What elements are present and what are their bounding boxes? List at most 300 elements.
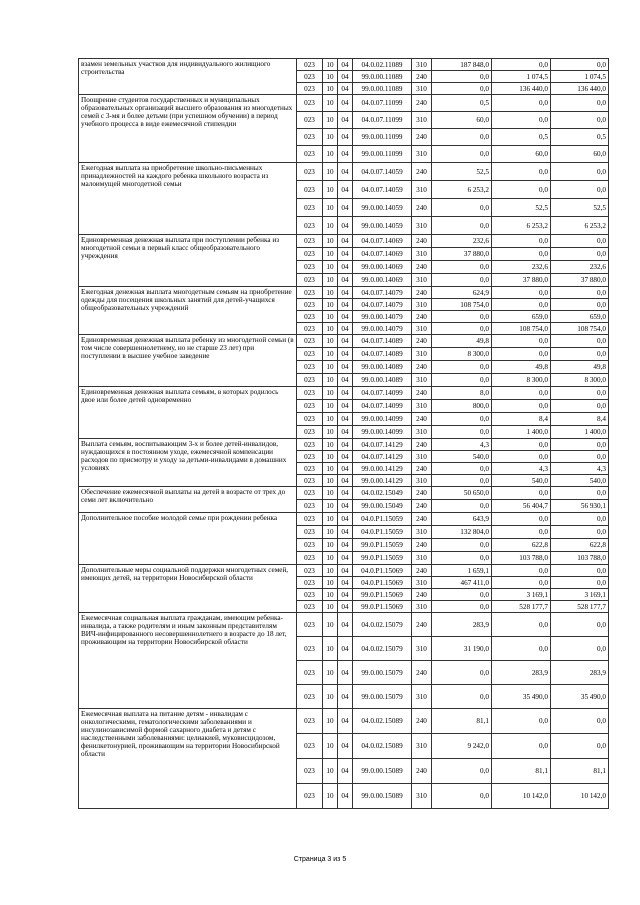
expense-type-cell: 240 xyxy=(412,500,432,513)
subsection-cell: 04 xyxy=(338,539,353,552)
amount-year2-cell: 0,0 xyxy=(492,248,551,261)
expense-type-cell: 240 xyxy=(412,539,432,552)
subsection-cell: 04 xyxy=(338,426,353,439)
target-article-cell: 99.0.00.14129 xyxy=(353,463,412,475)
admin-code-cell: 023 xyxy=(297,199,323,217)
section-cell: 10 xyxy=(323,613,338,637)
amount-year3-cell: 0,0 xyxy=(551,59,609,71)
amount-year3-cell: 0,0 xyxy=(551,734,609,759)
amount-year2-cell: 1 400,0 xyxy=(492,426,551,439)
subsection-cell: 04 xyxy=(338,759,353,784)
amount-year3-cell: 622,8 xyxy=(551,539,609,552)
admin-code-cell: 023 xyxy=(297,539,323,552)
section-cell: 10 xyxy=(323,146,338,163)
expense-description-cell: Ежемесячная социальная выплата гражданам, имеющим ребенка-инвалида, а также родителям и иным законным представителям ВИЧ-инфицированного несовершеннолетнего в возрасте до 18 лет, проживающим на территории Новосибирской области xyxy=(79,613,297,709)
amount-year3-cell: 0,0 xyxy=(551,287,609,299)
expense-type-cell: 240 xyxy=(412,565,432,577)
admin-code-cell: 023 xyxy=(297,589,323,601)
amount-year2-cell: 0,0 xyxy=(492,112,551,129)
table-row xyxy=(79,287,609,299)
section-cell: 10 xyxy=(323,539,338,552)
amount-year1-cell: 8,0 xyxy=(432,387,492,400)
amount-year2-cell: 4,3 xyxy=(492,463,551,475)
admin-code-cell: 023 xyxy=(297,577,323,589)
expense-description-cell: Ежегодная выплата на приобретение школьно-письменных принадлежностей на каждого ребенка школьного возраста из малоимущей многодетной семьи xyxy=(79,163,297,235)
amount-year1-cell: 0,0 xyxy=(432,71,492,83)
amount-year1-cell: 0,0 xyxy=(432,463,492,475)
amount-year1-cell: 0,0 xyxy=(432,83,492,95)
target-article-cell: 04.0.02.11089 xyxy=(353,59,412,71)
amount-year3-cell: 108 754,0 xyxy=(551,323,609,335)
expense-type-cell: 240 xyxy=(412,387,432,400)
subsection-cell: 04 xyxy=(338,413,353,426)
amount-year2-cell: 0,0 xyxy=(492,613,551,637)
amount-year3-cell: 0,5 xyxy=(551,129,609,146)
target-article-cell: 99.0.P1.15059 xyxy=(353,539,412,552)
section-cell: 10 xyxy=(323,129,338,146)
admin-code-cell: 023 xyxy=(297,426,323,439)
target-article-cell: 04.0.07.14059 xyxy=(353,181,412,199)
section-cell: 10 xyxy=(323,311,338,323)
expense-type-cell: 310 xyxy=(412,299,432,311)
target-article-cell: 99.0.00.11089 xyxy=(353,71,412,83)
subsection-cell: 04 xyxy=(338,637,353,661)
section-cell: 10 xyxy=(323,784,338,809)
admin-code-cell: 023 xyxy=(297,261,323,274)
subsection-cell: 04 xyxy=(338,59,353,71)
subsection-cell: 04 xyxy=(338,475,353,487)
amount-year1-cell: 0,0 xyxy=(432,500,492,513)
amount-year2-cell: 0,0 xyxy=(492,181,551,199)
admin-code-cell: 023 xyxy=(297,637,323,661)
expense-type-cell: 310 xyxy=(412,637,432,661)
amount-year1-cell: 1 659,1 xyxy=(432,565,492,577)
expense-type-cell: 240 xyxy=(412,199,432,217)
budget-table-body xyxy=(79,59,609,809)
subsection-cell: 04 xyxy=(338,451,353,463)
target-article-cell: 99.0.00.14069 xyxy=(353,261,412,274)
amount-year2-cell: 540,0 xyxy=(492,475,551,487)
amount-year1-cell: 52,5 xyxy=(432,163,492,181)
section-cell: 10 xyxy=(323,426,338,439)
target-article-cell: 04.0.02.15079 xyxy=(353,613,412,637)
section-cell: 10 xyxy=(323,374,338,387)
amount-year1-cell: 0,0 xyxy=(432,759,492,784)
expense-description-cell: Дополнительные меры социальной поддержки многодетных семей, имеющих детей, на территории Новосибирской области xyxy=(79,565,297,613)
amount-year2-cell: 0,0 xyxy=(492,348,551,361)
admin-code-cell: 023 xyxy=(297,235,323,248)
amount-year1-cell: 467 411,0 xyxy=(432,577,492,589)
amount-year2-cell: 0,0 xyxy=(492,439,551,451)
section-cell: 10 xyxy=(323,299,338,311)
admin-code-cell: 023 xyxy=(297,552,323,565)
target-article-cell: 04.0.07.11099 xyxy=(353,112,412,129)
amount-year2-cell: 0,0 xyxy=(492,709,551,734)
amount-year3-cell: 0,0 xyxy=(551,248,609,261)
target-article-cell: 04.0.07.11099 xyxy=(353,95,412,112)
admin-code-cell: 023 xyxy=(297,71,323,83)
amount-year3-cell: 6 253,2 xyxy=(551,217,609,235)
subsection-cell: 04 xyxy=(338,348,353,361)
amount-year2-cell: 10 142,0 xyxy=(492,784,551,809)
section-cell: 10 xyxy=(323,577,338,589)
expense-type-cell: 240 xyxy=(412,287,432,299)
table-row xyxy=(79,335,609,348)
amount-year3-cell: 136 440,0 xyxy=(551,83,609,95)
target-article-cell: 99.0.00.14059 xyxy=(353,199,412,217)
target-article-cell: 04.0.P1.15059 xyxy=(353,513,412,526)
target-article-cell: 99.0.00.15049 xyxy=(353,500,412,513)
subsection-cell: 04 xyxy=(338,734,353,759)
subsection-cell: 04 xyxy=(338,323,353,335)
table-row xyxy=(79,613,609,637)
amount-year3-cell: 8,4 xyxy=(551,413,609,426)
table-row xyxy=(79,565,609,577)
expense-type-cell: 310 xyxy=(412,784,432,809)
admin-code-cell: 023 xyxy=(297,299,323,311)
amount-year2-cell: 136 440,0 xyxy=(492,83,551,95)
expense-description-cell: Единовременная денежная выплата при поступлении ребенка из многодетной семьи в первый класс общеобразовательного учреждения xyxy=(79,235,297,287)
admin-code-cell: 023 xyxy=(297,513,323,526)
amount-year1-cell: 50 650,0 xyxy=(432,487,492,500)
subsection-cell: 04 xyxy=(338,374,353,387)
amount-year1-cell: 0,5 xyxy=(432,95,492,112)
amount-year3-cell: 0,0 xyxy=(551,637,609,661)
amount-year3-cell: 0,0 xyxy=(551,565,609,577)
table-row xyxy=(79,487,609,500)
target-article-cell: 99.0.00.15089 xyxy=(353,784,412,809)
section-cell: 10 xyxy=(323,500,338,513)
expense-type-cell: 310 xyxy=(412,475,432,487)
target-article-cell: 04.0.02.15079 xyxy=(353,637,412,661)
subsection-cell: 04 xyxy=(338,95,353,112)
admin-code-cell: 023 xyxy=(297,685,323,709)
amount-year3-cell: 0,0 xyxy=(551,299,609,311)
subsection-cell: 04 xyxy=(338,565,353,577)
amount-year1-cell: 0,0 xyxy=(432,589,492,601)
expense-type-cell: 240 xyxy=(412,759,432,784)
expense-type-cell: 310 xyxy=(412,601,432,613)
section-cell: 10 xyxy=(323,637,338,661)
target-article-cell: 99.0.00.14079 xyxy=(353,311,412,323)
expense-type-cell: 310 xyxy=(412,400,432,413)
expense-type-cell: 240 xyxy=(412,71,432,83)
admin-code-cell: 023 xyxy=(297,784,323,809)
amount-year3-cell: 81,1 xyxy=(551,759,609,784)
target-article-cell: 99.0.P1.15069 xyxy=(353,589,412,601)
admin-code-cell: 023 xyxy=(297,163,323,181)
admin-code-cell: 023 xyxy=(297,59,323,71)
target-article-cell: 04.0.07.14059 xyxy=(353,163,412,181)
amount-year1-cell: 0,0 xyxy=(432,552,492,565)
admin-code-cell: 023 xyxy=(297,112,323,129)
amount-year2-cell: 0,0 xyxy=(492,451,551,463)
expense-type-cell: 240 xyxy=(412,589,432,601)
expense-type-cell: 310 xyxy=(412,734,432,759)
amount-year3-cell: 232,6 xyxy=(551,261,609,274)
amount-year2-cell: 0,0 xyxy=(492,235,551,248)
subsection-cell: 04 xyxy=(338,685,353,709)
admin-code-cell: 023 xyxy=(297,487,323,500)
section-cell: 10 xyxy=(323,552,338,565)
amount-year2-cell: 37 880,0 xyxy=(492,274,551,287)
amount-year1-cell: 0,0 xyxy=(432,129,492,146)
amount-year1-cell: 283,9 xyxy=(432,613,492,637)
subsection-cell: 04 xyxy=(338,601,353,613)
subsection-cell: 04 xyxy=(338,487,353,500)
section-cell: 10 xyxy=(323,71,338,83)
section-cell: 10 xyxy=(323,565,338,577)
amount-year2-cell: 232,6 xyxy=(492,261,551,274)
section-cell: 10 xyxy=(323,217,338,235)
expense-type-cell: 240 xyxy=(412,661,432,685)
amount-year2-cell: 60,0 xyxy=(492,146,551,163)
expense-type-cell: 310 xyxy=(412,348,432,361)
target-article-cell: 04.0.02.15049 xyxy=(353,487,412,500)
amount-year2-cell: 0,0 xyxy=(492,513,551,526)
section-cell: 10 xyxy=(323,487,338,500)
subsection-cell: 04 xyxy=(338,129,353,146)
amount-year3-cell: 37 880,0 xyxy=(551,274,609,287)
expense-type-cell: 240 xyxy=(412,487,432,500)
amount-year2-cell: 35 490,0 xyxy=(492,685,551,709)
amount-year1-cell: 4,3 xyxy=(432,439,492,451)
table-row xyxy=(79,709,609,734)
subsection-cell: 04 xyxy=(338,589,353,601)
subsection-cell: 04 xyxy=(338,235,353,248)
amount-year2-cell: 81,1 xyxy=(492,759,551,784)
target-article-cell: 04.0.P1.15069 xyxy=(353,565,412,577)
amount-year2-cell: 0,5 xyxy=(492,129,551,146)
budget-table xyxy=(78,58,609,809)
subsection-cell: 04 xyxy=(338,146,353,163)
target-article-cell: 04.0.02.15089 xyxy=(353,709,412,734)
target-article-cell: 04.0.07.14069 xyxy=(353,235,412,248)
amount-year2-cell: 0,0 xyxy=(492,577,551,589)
amount-year1-cell: 31 190,0 xyxy=(432,637,492,661)
admin-code-cell: 023 xyxy=(297,613,323,637)
amount-year2-cell: 0,0 xyxy=(492,734,551,759)
table-row xyxy=(79,387,609,400)
subsection-cell: 04 xyxy=(338,261,353,274)
admin-code-cell: 023 xyxy=(297,463,323,475)
section-cell: 10 xyxy=(323,451,338,463)
amount-year1-cell: 81,1 xyxy=(432,709,492,734)
admin-code-cell: 023 xyxy=(297,526,323,539)
amount-year2-cell: 8,4 xyxy=(492,413,551,426)
expense-description-cell: Выплата семьям, воспитывающим 3-х и более детей-инвалидов, нуждающихся в постоянном уходе, ежемесячной компенсации расходов по присмотру и уходу за детьми-инвалидами в домашних условиях xyxy=(79,439,297,487)
admin-code-cell: 023 xyxy=(297,661,323,685)
expense-type-cell: 240 xyxy=(412,261,432,274)
table-row xyxy=(79,513,609,526)
subsection-cell: 04 xyxy=(338,335,353,348)
amount-year3-cell: 4,3 xyxy=(551,463,609,475)
amount-year2-cell: 0,0 xyxy=(492,526,551,539)
amount-year1-cell: 0,0 xyxy=(432,685,492,709)
section-cell: 10 xyxy=(323,59,338,71)
subsection-cell: 04 xyxy=(338,613,353,637)
section-cell: 10 xyxy=(323,589,338,601)
target-article-cell: 99.0.00.11089 xyxy=(353,83,412,95)
subsection-cell: 04 xyxy=(338,181,353,199)
admin-code-cell: 023 xyxy=(297,500,323,513)
target-article-cell: 99.0.P1.15059 xyxy=(353,552,412,565)
amount-year2-cell: 528 177,7 xyxy=(492,601,551,613)
target-article-cell: 99.0.00.11099 xyxy=(353,129,412,146)
amount-year1-cell: 0,0 xyxy=(432,274,492,287)
expense-description-cell: Дополнительное пособие молодой семье при рождении ребенка xyxy=(79,513,297,565)
amount-year3-cell: 0,0 xyxy=(551,613,609,637)
amount-year2-cell: 0,0 xyxy=(492,287,551,299)
section-cell: 10 xyxy=(323,323,338,335)
expense-type-cell: 240 xyxy=(412,439,432,451)
admin-code-cell: 023 xyxy=(297,129,323,146)
amount-year1-cell: 37 880,0 xyxy=(432,248,492,261)
section-cell: 10 xyxy=(323,83,338,95)
expense-type-cell: 240 xyxy=(412,613,432,637)
amount-year1-cell: 0,0 xyxy=(432,199,492,217)
amount-year3-cell: 0,0 xyxy=(551,163,609,181)
admin-code-cell: 023 xyxy=(297,146,323,163)
table-row xyxy=(79,59,609,71)
expense-type-cell: 240 xyxy=(412,361,432,374)
section-cell: 10 xyxy=(323,199,338,217)
amount-year1-cell: 0,0 xyxy=(432,217,492,235)
section-cell: 10 xyxy=(323,661,338,685)
subsection-cell: 04 xyxy=(338,500,353,513)
expense-description-cell: Ежемесячная выплата на питание детям - инвалидам с онкологическими, гематологическими заболеваниями и инсулинозависимой формой сахарного диабета и детям с наследственными заболеваниями: целиакией, муковисцидозом, фенилкетонурией, проживающим на территории Новосибирской области xyxy=(79,709,297,809)
amount-year1-cell: 60,0 xyxy=(432,112,492,129)
admin-code-cell: 023 xyxy=(297,181,323,199)
amount-year1-cell: 0,0 xyxy=(432,426,492,439)
target-article-cell: 04.0.07.14089 xyxy=(353,348,412,361)
target-article-cell: 99.0.00.14089 xyxy=(353,361,412,374)
amount-year1-cell: 187 848,0 xyxy=(432,59,492,71)
expense-type-cell: 240 xyxy=(412,235,432,248)
amount-year3-cell: 528 177,7 xyxy=(551,601,609,613)
expense-type-cell: 310 xyxy=(412,577,432,589)
admin-code-cell: 023 xyxy=(297,439,323,451)
amount-year3-cell: 0,0 xyxy=(551,335,609,348)
expense-type-cell: 310 xyxy=(412,552,432,565)
amount-year3-cell: 1 400,0 xyxy=(551,426,609,439)
amount-year3-cell: 0,0 xyxy=(551,451,609,463)
page-footer: Страница 3 из 5 xyxy=(293,856,347,863)
amount-year1-cell: 0,0 xyxy=(432,261,492,274)
expense-type-cell: 310 xyxy=(412,112,432,129)
expense-type-cell: 240 xyxy=(412,709,432,734)
target-article-cell: 99.0.00.14089 xyxy=(353,374,412,387)
admin-code-cell: 023 xyxy=(297,248,323,261)
expense-type-cell: 310 xyxy=(412,274,432,287)
subsection-cell: 04 xyxy=(338,248,353,261)
target-article-cell: 99.0.00.14079 xyxy=(353,323,412,335)
amount-year3-cell: 0,0 xyxy=(551,439,609,451)
admin-code-cell: 023 xyxy=(297,565,323,577)
amount-year1-cell: 0,0 xyxy=(432,601,492,613)
target-article-cell: 04.0.07.14079 xyxy=(353,299,412,311)
expense-type-cell: 240 xyxy=(412,95,432,112)
subsection-cell: 04 xyxy=(338,784,353,809)
amount-year1-cell: 49,8 xyxy=(432,335,492,348)
amount-year1-cell: 0,0 xyxy=(432,784,492,809)
amount-year1-cell: 0,0 xyxy=(432,413,492,426)
admin-code-cell: 023 xyxy=(297,387,323,400)
expense-description-cell: Обеспечение ежемесячной выплаты на детей в возрасте от трех до семи лет включительно xyxy=(79,487,297,513)
section-cell: 10 xyxy=(323,526,338,539)
target-article-cell: 04.0.07.14069 xyxy=(353,248,412,261)
amount-year3-cell: 3 169,1 xyxy=(551,589,609,601)
section-cell: 10 xyxy=(323,95,338,112)
section-cell: 10 xyxy=(323,335,338,348)
amount-year1-cell: 9 242,0 xyxy=(432,734,492,759)
subsection-cell: 04 xyxy=(338,274,353,287)
target-article-cell: 99.0.00.14099 xyxy=(353,413,412,426)
amount-year3-cell: 0,0 xyxy=(551,95,609,112)
amount-year3-cell: 0,0 xyxy=(551,387,609,400)
admin-code-cell: 023 xyxy=(297,601,323,613)
amount-year2-cell: 8 300,0 xyxy=(492,374,551,387)
section-cell: 10 xyxy=(323,685,338,709)
amount-year3-cell: 60,0 xyxy=(551,146,609,163)
expense-type-cell: 310 xyxy=(412,451,432,463)
target-article-cell: 04.0.P1.15069 xyxy=(353,577,412,589)
expense-description-cell: взамен земельных участков для индивидуального жилищного строительства xyxy=(79,59,297,95)
expense-type-cell: 240 xyxy=(412,513,432,526)
section-cell: 10 xyxy=(323,387,338,400)
expense-type-cell: 310 xyxy=(412,374,432,387)
subsection-cell: 04 xyxy=(338,199,353,217)
target-article-cell: 99.0.00.15079 xyxy=(353,685,412,709)
expense-type-cell: 310 xyxy=(412,181,432,199)
admin-code-cell: 023 xyxy=(297,400,323,413)
subsection-cell: 04 xyxy=(338,83,353,95)
amount-year3-cell: 8 300,0 xyxy=(551,374,609,387)
section-cell: 10 xyxy=(323,463,338,475)
subsection-cell: 04 xyxy=(338,439,353,451)
amount-year3-cell: 1 074,5 xyxy=(551,71,609,83)
amount-year3-cell: 56 930,1 xyxy=(551,500,609,513)
subsection-cell: 04 xyxy=(338,71,353,83)
section-cell: 10 xyxy=(323,248,338,261)
section-cell: 10 xyxy=(323,287,338,299)
admin-code-cell: 023 xyxy=(297,311,323,323)
admin-code-cell: 023 xyxy=(297,709,323,734)
table-row xyxy=(79,163,609,181)
admin-code-cell: 023 xyxy=(297,475,323,487)
target-article-cell: 99.0.00.14099 xyxy=(353,426,412,439)
subsection-cell: 04 xyxy=(338,112,353,129)
target-article-cell: 99.0.00.14059 xyxy=(353,217,412,235)
target-article-cell: 99.0.00.15079 xyxy=(353,661,412,685)
amount-year2-cell: 49,8 xyxy=(492,361,551,374)
expense-type-cell: 240 xyxy=(412,335,432,348)
subsection-cell: 04 xyxy=(338,299,353,311)
admin-code-cell: 023 xyxy=(297,413,323,426)
section-cell: 10 xyxy=(323,475,338,487)
subsection-cell: 04 xyxy=(338,463,353,475)
amount-year1-cell: 0,0 xyxy=(432,539,492,552)
amount-year2-cell: 659,0 xyxy=(492,311,551,323)
amount-year2-cell: 108 754,0 xyxy=(492,323,551,335)
expense-description-cell: Поощрение студентов государственных и муниципальных образовательных организаций высшего образования из многодетных семей с 3-мя и более детьми (при успешном обучении) в период учебного процесса в виде ежемесячной стипендии xyxy=(79,95,297,163)
table-row xyxy=(79,95,609,112)
amount-year2-cell: 0,0 xyxy=(492,299,551,311)
amount-year1-cell: 800,0 xyxy=(432,400,492,413)
section-cell: 10 xyxy=(323,163,338,181)
amount-year1-cell: 6 253,2 xyxy=(432,181,492,199)
amount-year2-cell: 0,0 xyxy=(492,335,551,348)
